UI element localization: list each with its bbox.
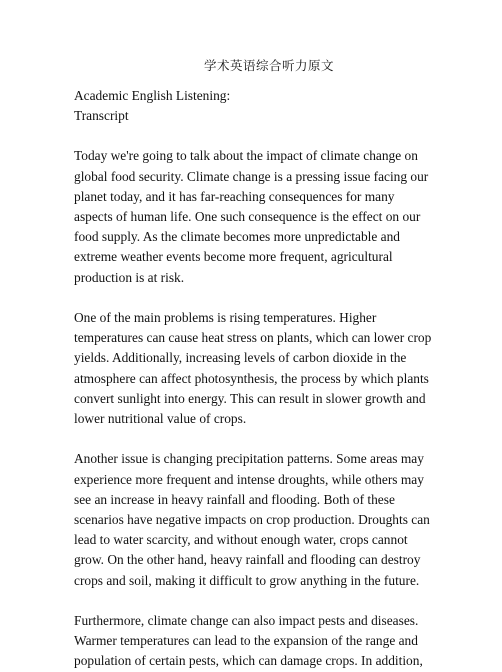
text-line: yields. Additionally, increasing levels of carbon dioxide in the [74,350,407,366]
text-line: lower nutritional value of crops. [74,411,247,427]
text-line: crops and soil, making it difficult to grow anything in the future. [74,572,420,588]
text-line: population of certain pests, which can damage crops. In addition, [74,653,423,669]
document-title: 学术英语综合听力原文 [203,58,334,73]
transcript-heading [74,86,446,126]
text-line: see an increase in heavy rainfall and flooding. Both of these [74,491,395,507]
text-line: aspects of human life. One such consequence is the effect on our [74,209,421,225]
text-line: Today we're going to talk about the impact of climate change on [74,148,418,164]
text-line: Another issue is changing precipitation patterns. Some areas may [74,451,424,467]
text-line: extreme weather events become more frequent, agricultural [74,249,393,265]
text-line: food supply. As the climate becomes more unpredictable and [74,229,400,245]
text-line: lead to water scarcity, and without enough water, crops cannot [74,532,408,548]
text-line: scenarios have negative impacts on crop production. Droughts can [74,512,430,528]
text-line: global food security. Climate change is a pressing issue facing our [74,168,429,184]
text-line: One of the main problems is rising temperatures. Higher [74,310,377,326]
text-line: atmosphere can affect photosynthesis, the process by which plants [74,370,429,386]
paragraph-pests [74,611,446,672]
paragraph-temperatures [74,308,446,429]
heading-line: Academic English Listening: [74,88,231,103]
text-line: temperatures can cause heat stress on plants, which can lower crop [74,330,432,346]
text-line: Warmer temperatures can lead to the expansion of the range and [74,633,418,649]
text-line: Furthermore, climate change can also impact pests and diseases. [74,613,419,629]
text-line: production is at risk. [74,269,185,285]
paragraph-precipitation [74,449,446,590]
paragraph-intro [74,146,446,287]
heading-line: Transcript [74,108,129,124]
text-line: grow. On the other hand, heavy rainfall and flooding can destroy [74,552,421,568]
text-line: convert sunlight into energy. This can result in slower growth and [74,390,426,406]
text-line: experience more frequent and intense droughts, while others may [74,471,424,487]
text-line: planet today, and it has far-reaching consequences for many [74,188,395,204]
